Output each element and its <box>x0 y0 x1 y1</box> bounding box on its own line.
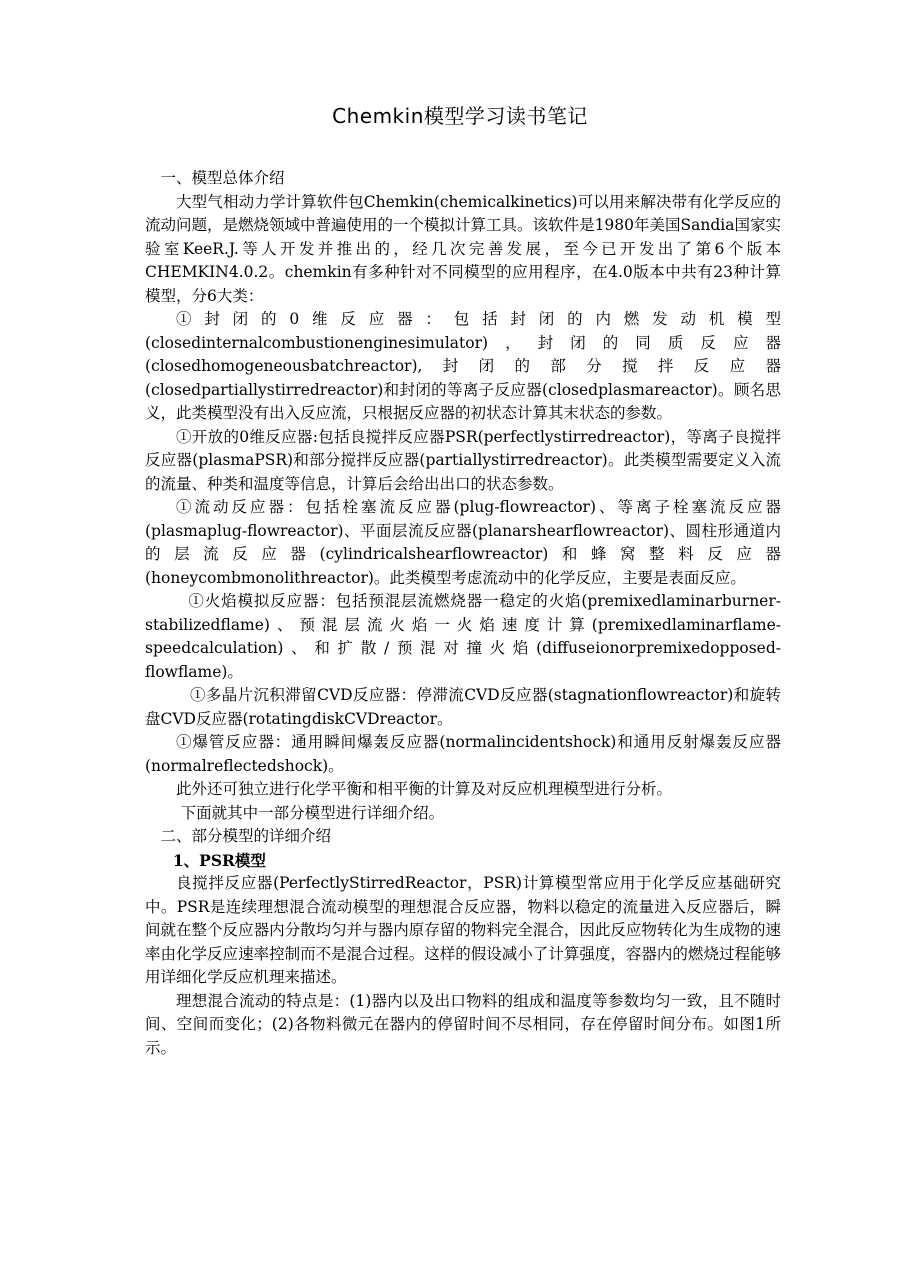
page-title: Chemkin模型学习读书笔记 <box>332 104 588 128</box>
section-heading-2: 二、部分模型的详细介绍 <box>160 827 332 845</box>
paragraph-psr-description: 良搅拌反应器(PerfectlyStirredReactor，PSR)计算模型常应用于化学反应基础研究中。PSR是连续理想混合流动模型的理想混合反应器，物料以稳定的流量进入反应器后，瞬间就在整个反应器内分散均匀并与器内原存留的物料完全混合，因此反应物转化为生成物的速率由化学反应速率控制而不是混合过程。这样的假设减小了计算强度，容器内的燃烧过程能够用详细化学反应机理来描述。 <box>145 874 781 986</box>
paragraph-open-0d-reactor: ①开放的0维反应器:包括良搅拌反应器PSR(perfectlystirredreactor)，等离子良搅拌反应器(plasmaPSR)和部分搅拌反应器(partiallystirredreactor)。此类模型需要定义入流的流量、种类和温度等信息，计算后会给出出口的状态参数。 <box>145 427 781 493</box>
paragraph-shock-reactor: ①爆管反应器：通用瞬间爆轰反应器(normalincidentshock)和通用反射爆轰反应器(normalreflectedshock)。 <box>145 733 781 775</box>
paragraph-cvd-reactor: ①多晶片沉积滞留CVD反应器：停滞流CVD反应器(stagnationflowreactor)和旋转盘CVD反应器(rotatingdiskCVDreactor。 <box>145 686 781 728</box>
paragraph-equilibrium: 此外还可独立进行化学平衡和相平衡的计算及对反应机理模型进行分析。 <box>176 780 673 798</box>
subsection-heading-psr: 1、PSR模型 <box>172 850 266 870</box>
paragraph-closed-0d-reactor: ①封闭的0维反应器：包括封闭的内燃发动机模型(closedinternalcombustionenginesimulator)，封闭的同质反应器(closedhomogeneousbatchreactor),封闭的部分搅拌反应器(closedpartiallystirredreactor)和封闭的等离子反应器(closedplasmareactor)。顾名思义，此类模型没有出入反应流，只根据反应器的初状态计算其末状态的参数。 <box>145 310 781 422</box>
paragraph-intro: 大型气相动力学计算软件包Chemkin(chemicalkinetics)可以用来解决带有化学反应的流动问题，是燃烧领域中普遍使用的一个模拟计算工具。该软件是1980年美国Sandia国家实验室KeeR.J.等人开发并推出的，经几次完善发展，至今已开发出了第6个版本CHEMKIN4.0.2。chemkin有多种针对不同模型的应用程序，在4.0版本中共有23种计算模型，分6大类： <box>145 192 781 305</box>
paragraph-transition: 下面就其中一部分模型进行详细介绍。 <box>180 803 445 822</box>
section-heading-1: 一、模型总体介绍 <box>160 169 285 187</box>
paragraph-flame-reactor: ①火焰模拟反应器：包括预混层流燃烧器一稳定的火焰(premixedlaminarburner-stabilizedflame)、预混层流火焰一火焰速度计算(premixedlaminarflame-speedcalculation)、和扩散/预混对撞火焰(diffuseionorpremixedopposed-flowflame)。 <box>145 592 781 681</box>
paragraph-ideal-mixing: 理想混合流动的特点是：(1)器内以及出口物料的组成和温度等参数均匀一致，且不随时间、空间而变化；(2)各物料微元在器内的停留时间不尽相同，存在停留时间分布。如图1所示。 <box>145 991 781 1057</box>
paragraph-flow-reactor: ①流动反应器：包括栓塞流反应器(plug-flowreactor)、等离子栓塞流反应器(plasmaplug-flowreactor)、平面层流反应器(planarshearflowreactor)、圆柱形通道内的层流反应器(cylindricalshearflowreactor)和蜂窝整料反应器(honeycombmonolithreactor)。此类模型考虑流动中的化学反应，主要是表面反应。 <box>145 498 781 587</box>
document-body <box>145 167 781 1060</box>
